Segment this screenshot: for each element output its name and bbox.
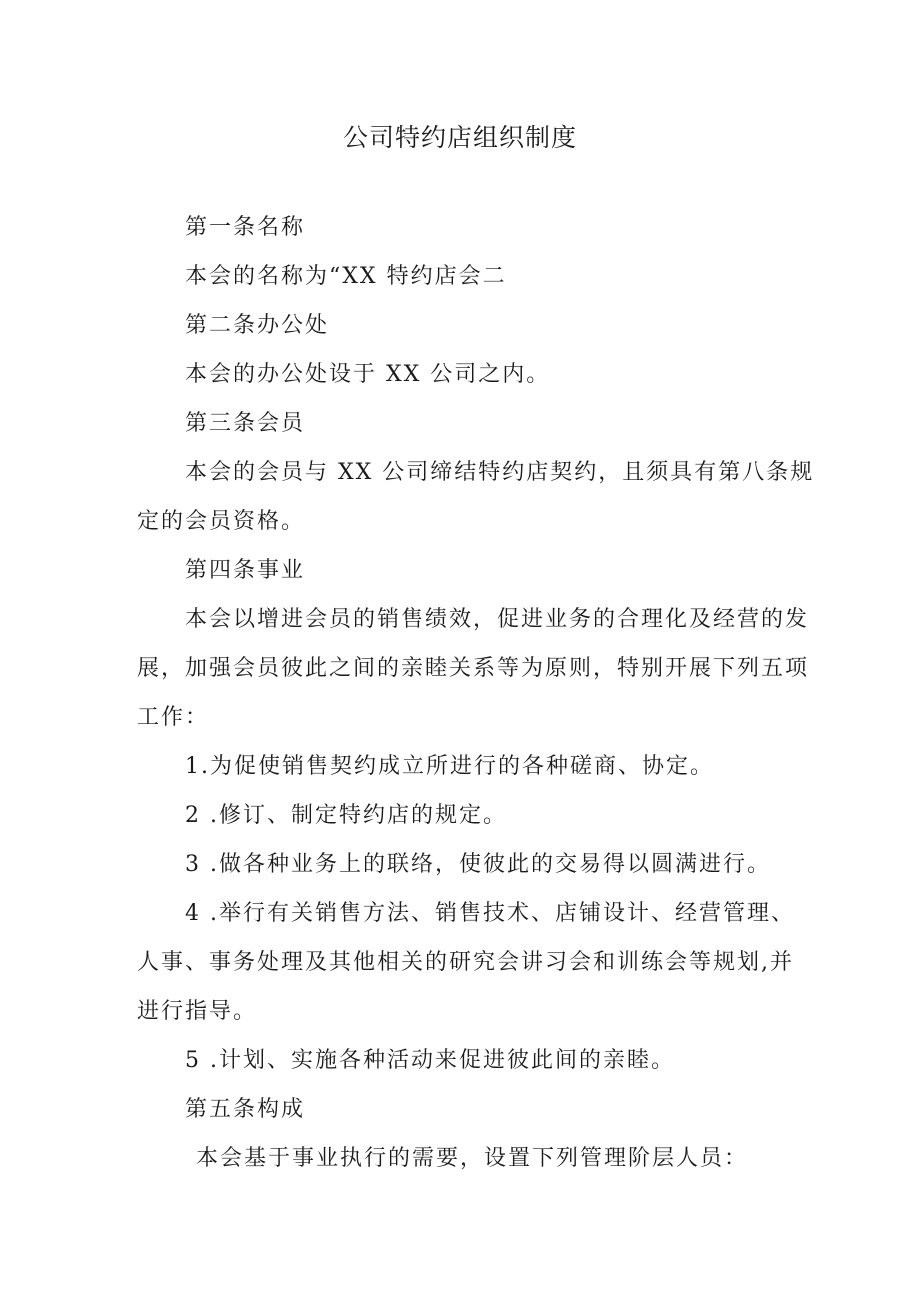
article-3-body-line-2: 定的会员资格。 xyxy=(137,509,306,534)
article-4-item-4-line-1: 4 .举行有关销售方法、销售技术、店铺设计、经营管理、 xyxy=(185,901,795,926)
article-4-item-4-line-3: 进行指导。 xyxy=(137,999,258,1024)
article-2-body: 本会的办公处设于 XX 公司之内。 xyxy=(185,362,551,387)
article-5-heading: 第五条构成 xyxy=(185,1097,306,1122)
article-1-heading: 第一条名称 xyxy=(185,215,306,240)
article-4-item-2: 2 .修订、制定特约店的规定。 xyxy=(185,803,507,828)
article-4-item-1: 1.为促使销售契约成立所进行的各种磋商、协定。 xyxy=(185,754,714,779)
article-5-body: 本会基于事业执行的需要，设置下列管理阶层人员： xyxy=(196,1146,749,1171)
article-3-heading: 第三条会员 xyxy=(185,411,306,436)
article-4-item-5: 5 .计划、实施各种活动来促进彼此间的亲睦。 xyxy=(185,1048,675,1073)
article-3-body-line-1: 本会的会员与 XX 公司缔结特约店契约，且须具有第八条规 xyxy=(185,460,815,485)
document-title: 公司特约店组织制度 xyxy=(342,123,577,152)
article-4-item-3: 3 .做各种业务上的联络，使彼此的交易得以圆满进行。 xyxy=(185,852,771,877)
article-4-body-line-3: 工作： xyxy=(137,705,210,730)
article-4-heading: 第四条事业 xyxy=(185,558,306,583)
article-4-body-line-1: 本会以增进会员的销售绩效，促进业务的合理化及经营的发 xyxy=(185,607,810,632)
article-4-body-line-2: 展，加强会员彼此之间的亲睦关系等为原则，特别开展下列五项 xyxy=(137,656,810,681)
article-4-item-4-line-2: 人事、事务处理及其他相关的研究会讲习会和训练会等规划,并 xyxy=(137,950,794,975)
article-1-body: 本会的名称为“XX 特约店会二 xyxy=(185,264,507,289)
article-2-heading: 第二条办公处 xyxy=(185,313,330,338)
